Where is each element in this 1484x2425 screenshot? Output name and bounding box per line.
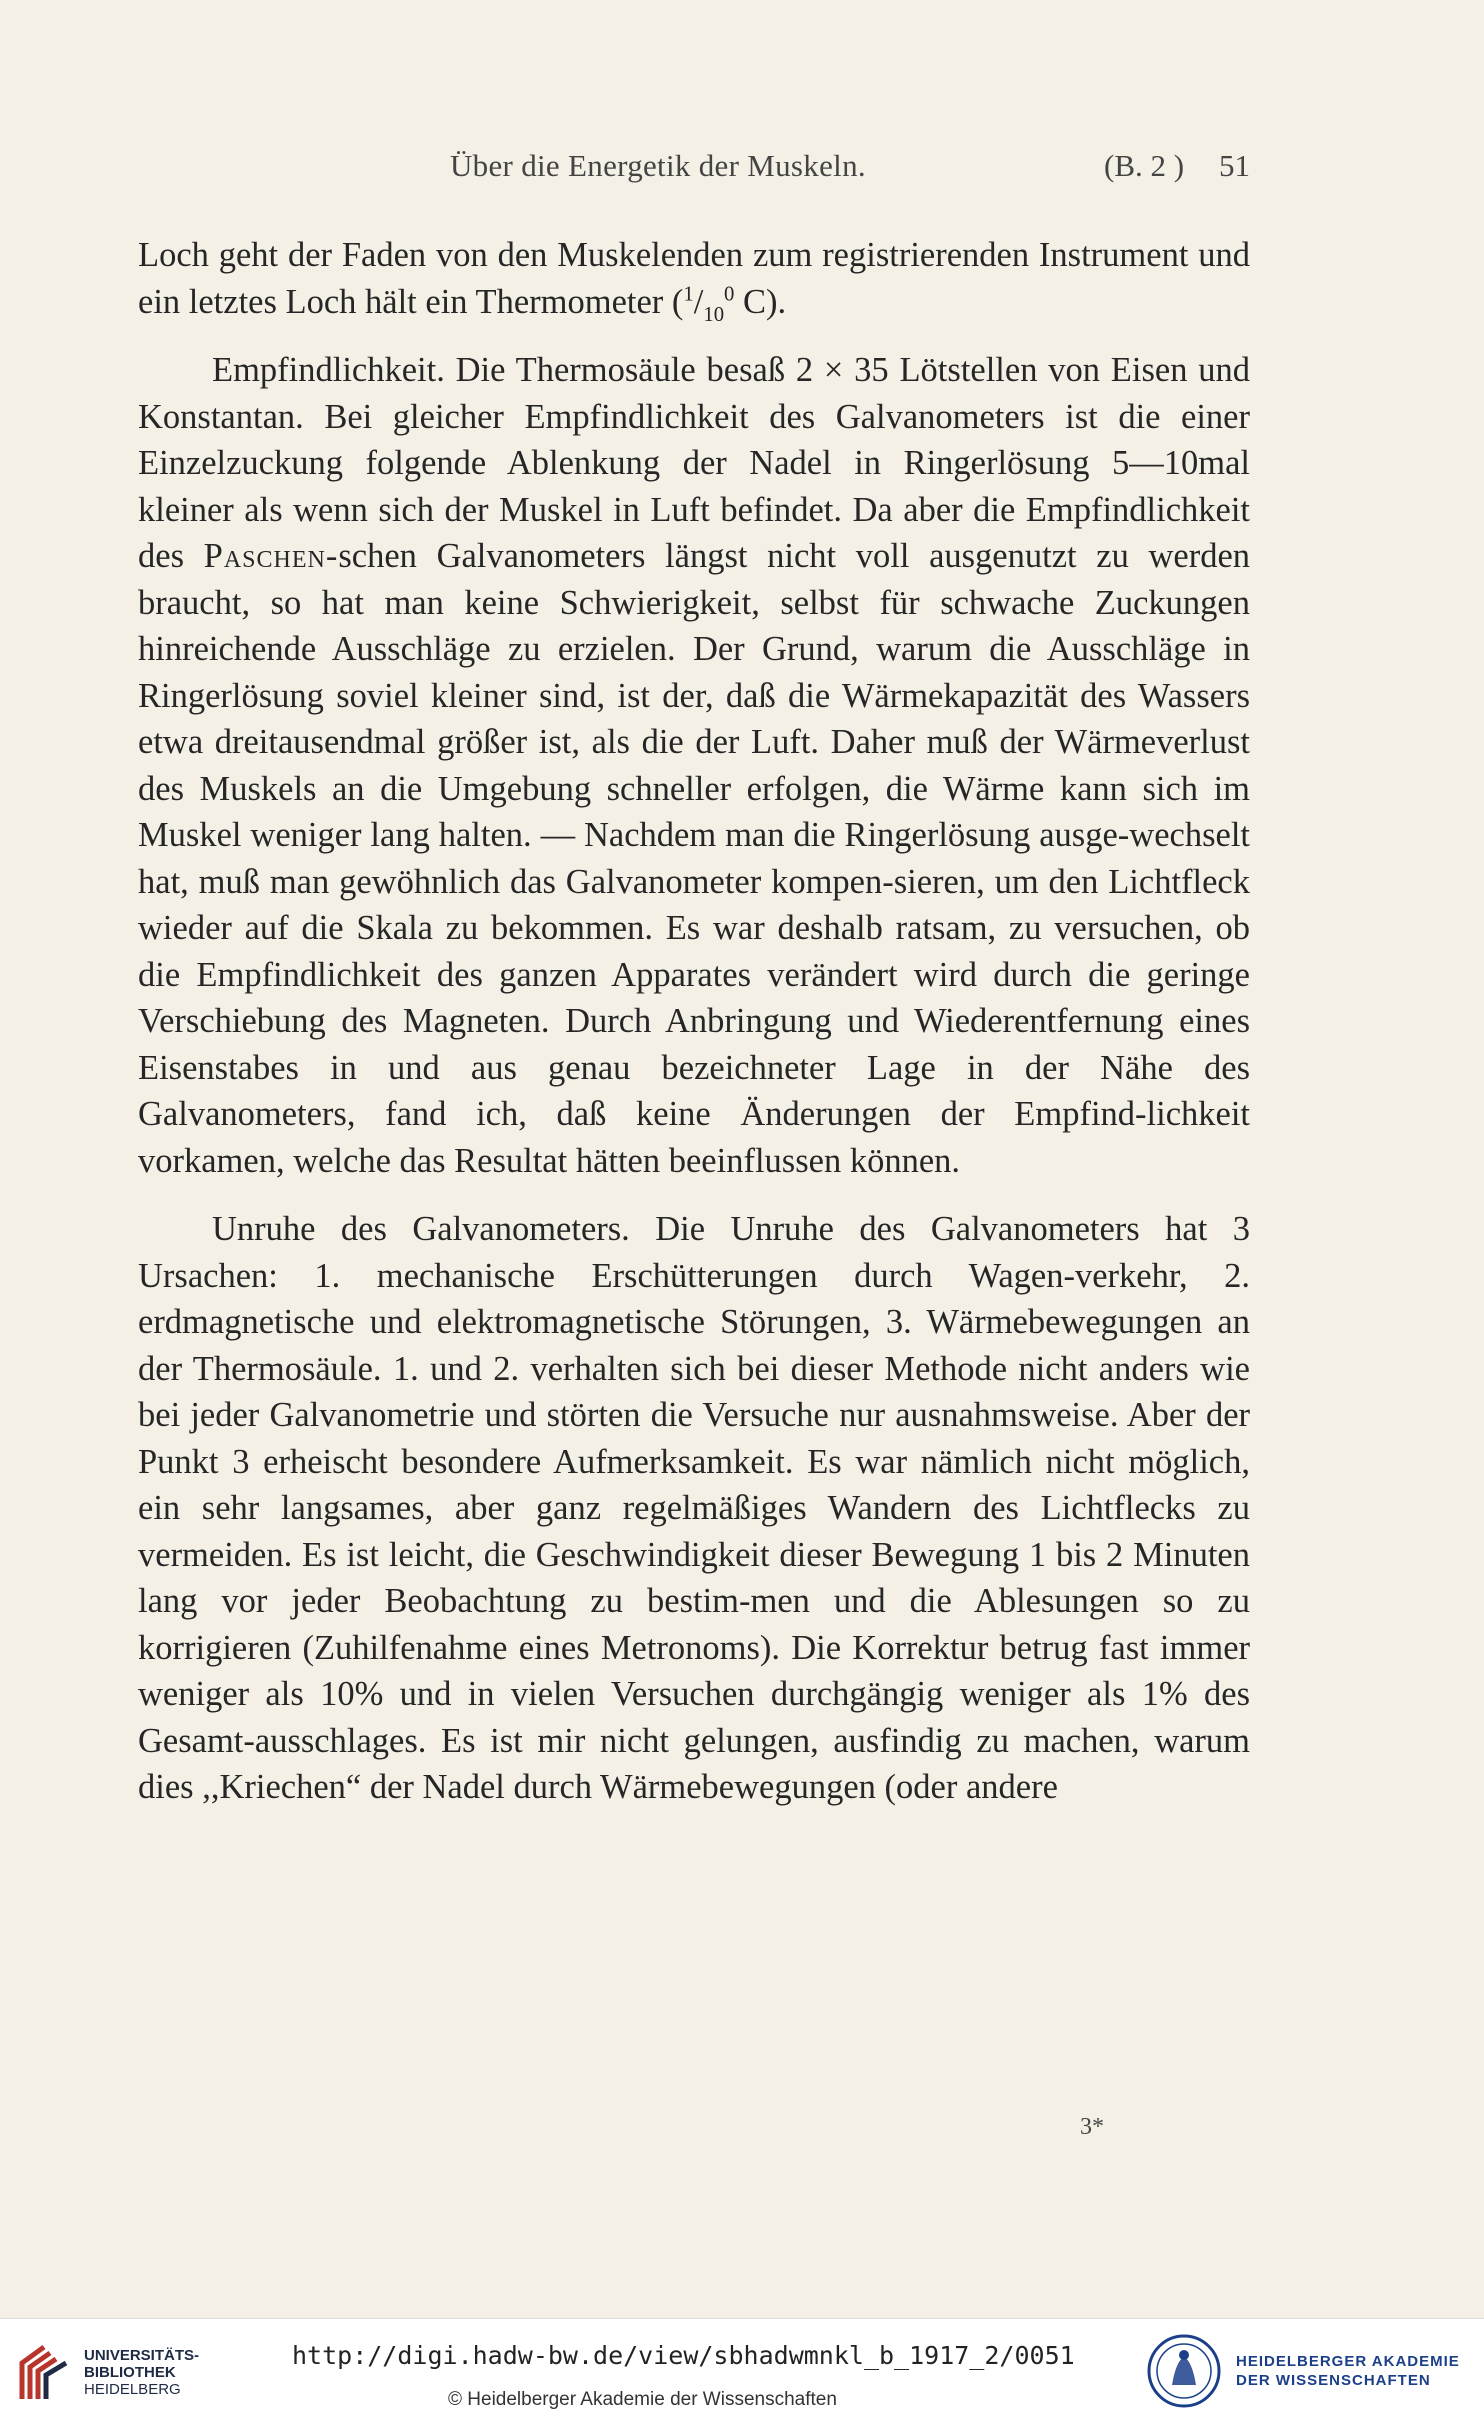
academy-name	[1236, 2352, 1460, 2390]
source-url-link[interactable]: http://digi.hadw-bw.de/view/sbhadwmnkl_b_1917_2/0051	[292, 2341, 1075, 2370]
page-number: 51	[1219, 148, 1250, 183]
university-library-name	[84, 2347, 199, 2398]
paragraph-1-text: Loch geht der Faden von den Muskelenden zum registrierenden Instrument und ein letztes Loch hält ein Thermometer (	[138, 236, 1250, 321]
degree-mark: 0	[724, 283, 735, 305]
library-line-3: HEIDELBERG	[84, 2381, 181, 2398]
copyright-text: © Heidelberger Akademie der Wissenschaften	[448, 2389, 837, 2410]
academy-line-1: HEIDELBERGER AKADEMIE	[1236, 2353, 1460, 2370]
academy-line-2: DER WISSENSCHAFTEN	[1236, 2372, 1431, 2389]
university-library-logo-icon	[16, 2341, 74, 2403]
signature-mark: 3*	[1080, 2114, 1104, 2140]
running-title: Über die Energetik der Muskeln.	[450, 148, 866, 183]
paragraph-1-tail: C).	[734, 282, 787, 321]
library-line-1: UNIVERSITÄTS-	[84, 2347, 200, 2364]
paragraph-2-part-1: Empfindlichkeit. Die Thermosäule besaß 2 × 35 Lötstellen von Eisen und Konstantan. Bei gleicher Empfindlichkeit des Galvanometers ist die einer Einzelzuckung folgende Ablenkung der Nadel in Ringerlösung 5—10mal kleiner als wenn sich der Muskel in Luft befindet. Da aber die Empfindlichkeit des	[138, 351, 1250, 575]
footer-bar	[0, 2318, 1484, 2425]
paragraph-3	[138, 1206, 1250, 1811]
running-header	[138, 148, 1250, 188]
academy-seal-icon	[1146, 2333, 1222, 2409]
fraction-numerator: 1	[683, 283, 694, 305]
body-text	[138, 232, 1250, 1811]
section-marker: (B. 2 )	[1104, 148, 1185, 183]
paragraph-2-part-2: schen Galvanometers längst nicht voll ausgenutzt zu werden braucht, so hat man keine Schwierigkeit, selbst für schwache Zuckungen hinreichende Ausschläge zu erzielen. Der Grund, warum die Ausschläge in Ringerlösung soviel kleiner sind, ist der, daß die Wärmekapazität des Wassers etwa dreitausendmal größer ist, als die der Luft. Daher muß der Wärmeverlust des Muskels an die Umgebung schneller erfolgen, die Wärme kann sich im Muskel weniger lang halten. — Nachdem man die Ringerlösung ausge-wechselt hat, muß man gewöhnlich das Galvanometer kompen-sieren, um den Lichtfleck wieder auf die Skala zu bekommen. Es war deshalb ratsam, zu versuchen, ob die Empfindlichkeit des ganzen Apparates verändert wird durch die geringe Verschiebung des Magneten. Durch Anbringung und Wiederentfernung eines Eisenstabes in und aus genau bezeichneter Lage in der Nähe des Galvanometers, fand ich, daß keine Änderungen der Empfind-lichkeit vorkamen, welche das Resultat hätten beeinflussen können.	[138, 537, 1251, 1180]
paragraph-2	[138, 347, 1250, 1184]
fraction-denominator: 10	[703, 303, 725, 326]
paragraph-3-text: Unruhe des Galvanometers. Die Unruhe des Galvanometers hat 3 Ursachen: 1. mechanische Erschütterungen durch Wagen-verkehr, 2. erdmagnetische und elektromagnetische Störungen, 3. Wärmebewegungen an der Thermosäule. 1. und 2. verhalten sich bei dieser Methode nicht anders wie bei jeder Galvanometrie und störten die Versuche nur ausnahmsweise. Aber der Punkt 3 erheischt besondere Aufmerksamkeit. Es war nämlich nicht möglich, ein sehr langsames, aber ganz regelmäßiges Wandern des Lichtflecks zu vermeiden. Es ist leicht, die Geschwindigkeit dieser Bewegung 1 bis 2 Minuten lang vor jeder Beobachtung zu bestim-men und die Ablesungen so zu korrigieren (Zuhilfenahme eines Metronoms). Die Korrektur betrug fast immer weniger als 10% und in vielen Versuchen durchgängig weniger als 1% des Gesamt-ausschlages. Es ist mir nicht gelungen, ausfindig zu machen, warum dies ,,Kriechen“ der Nadel durch Wärmebewegungen (oder andere	[138, 1210, 1250, 1806]
paschen-name: Paschen-	[203, 537, 339, 575]
paragraph-1: Loch geht der Faden von den Muskelenden zum registrierenden Instrument und ein letztes Loch hält ein Thermometer ($^1/_{10}^0$ C).	[138, 236, 1250, 326]
library-line-2: BIBLIOTHEK	[84, 2364, 176, 2381]
